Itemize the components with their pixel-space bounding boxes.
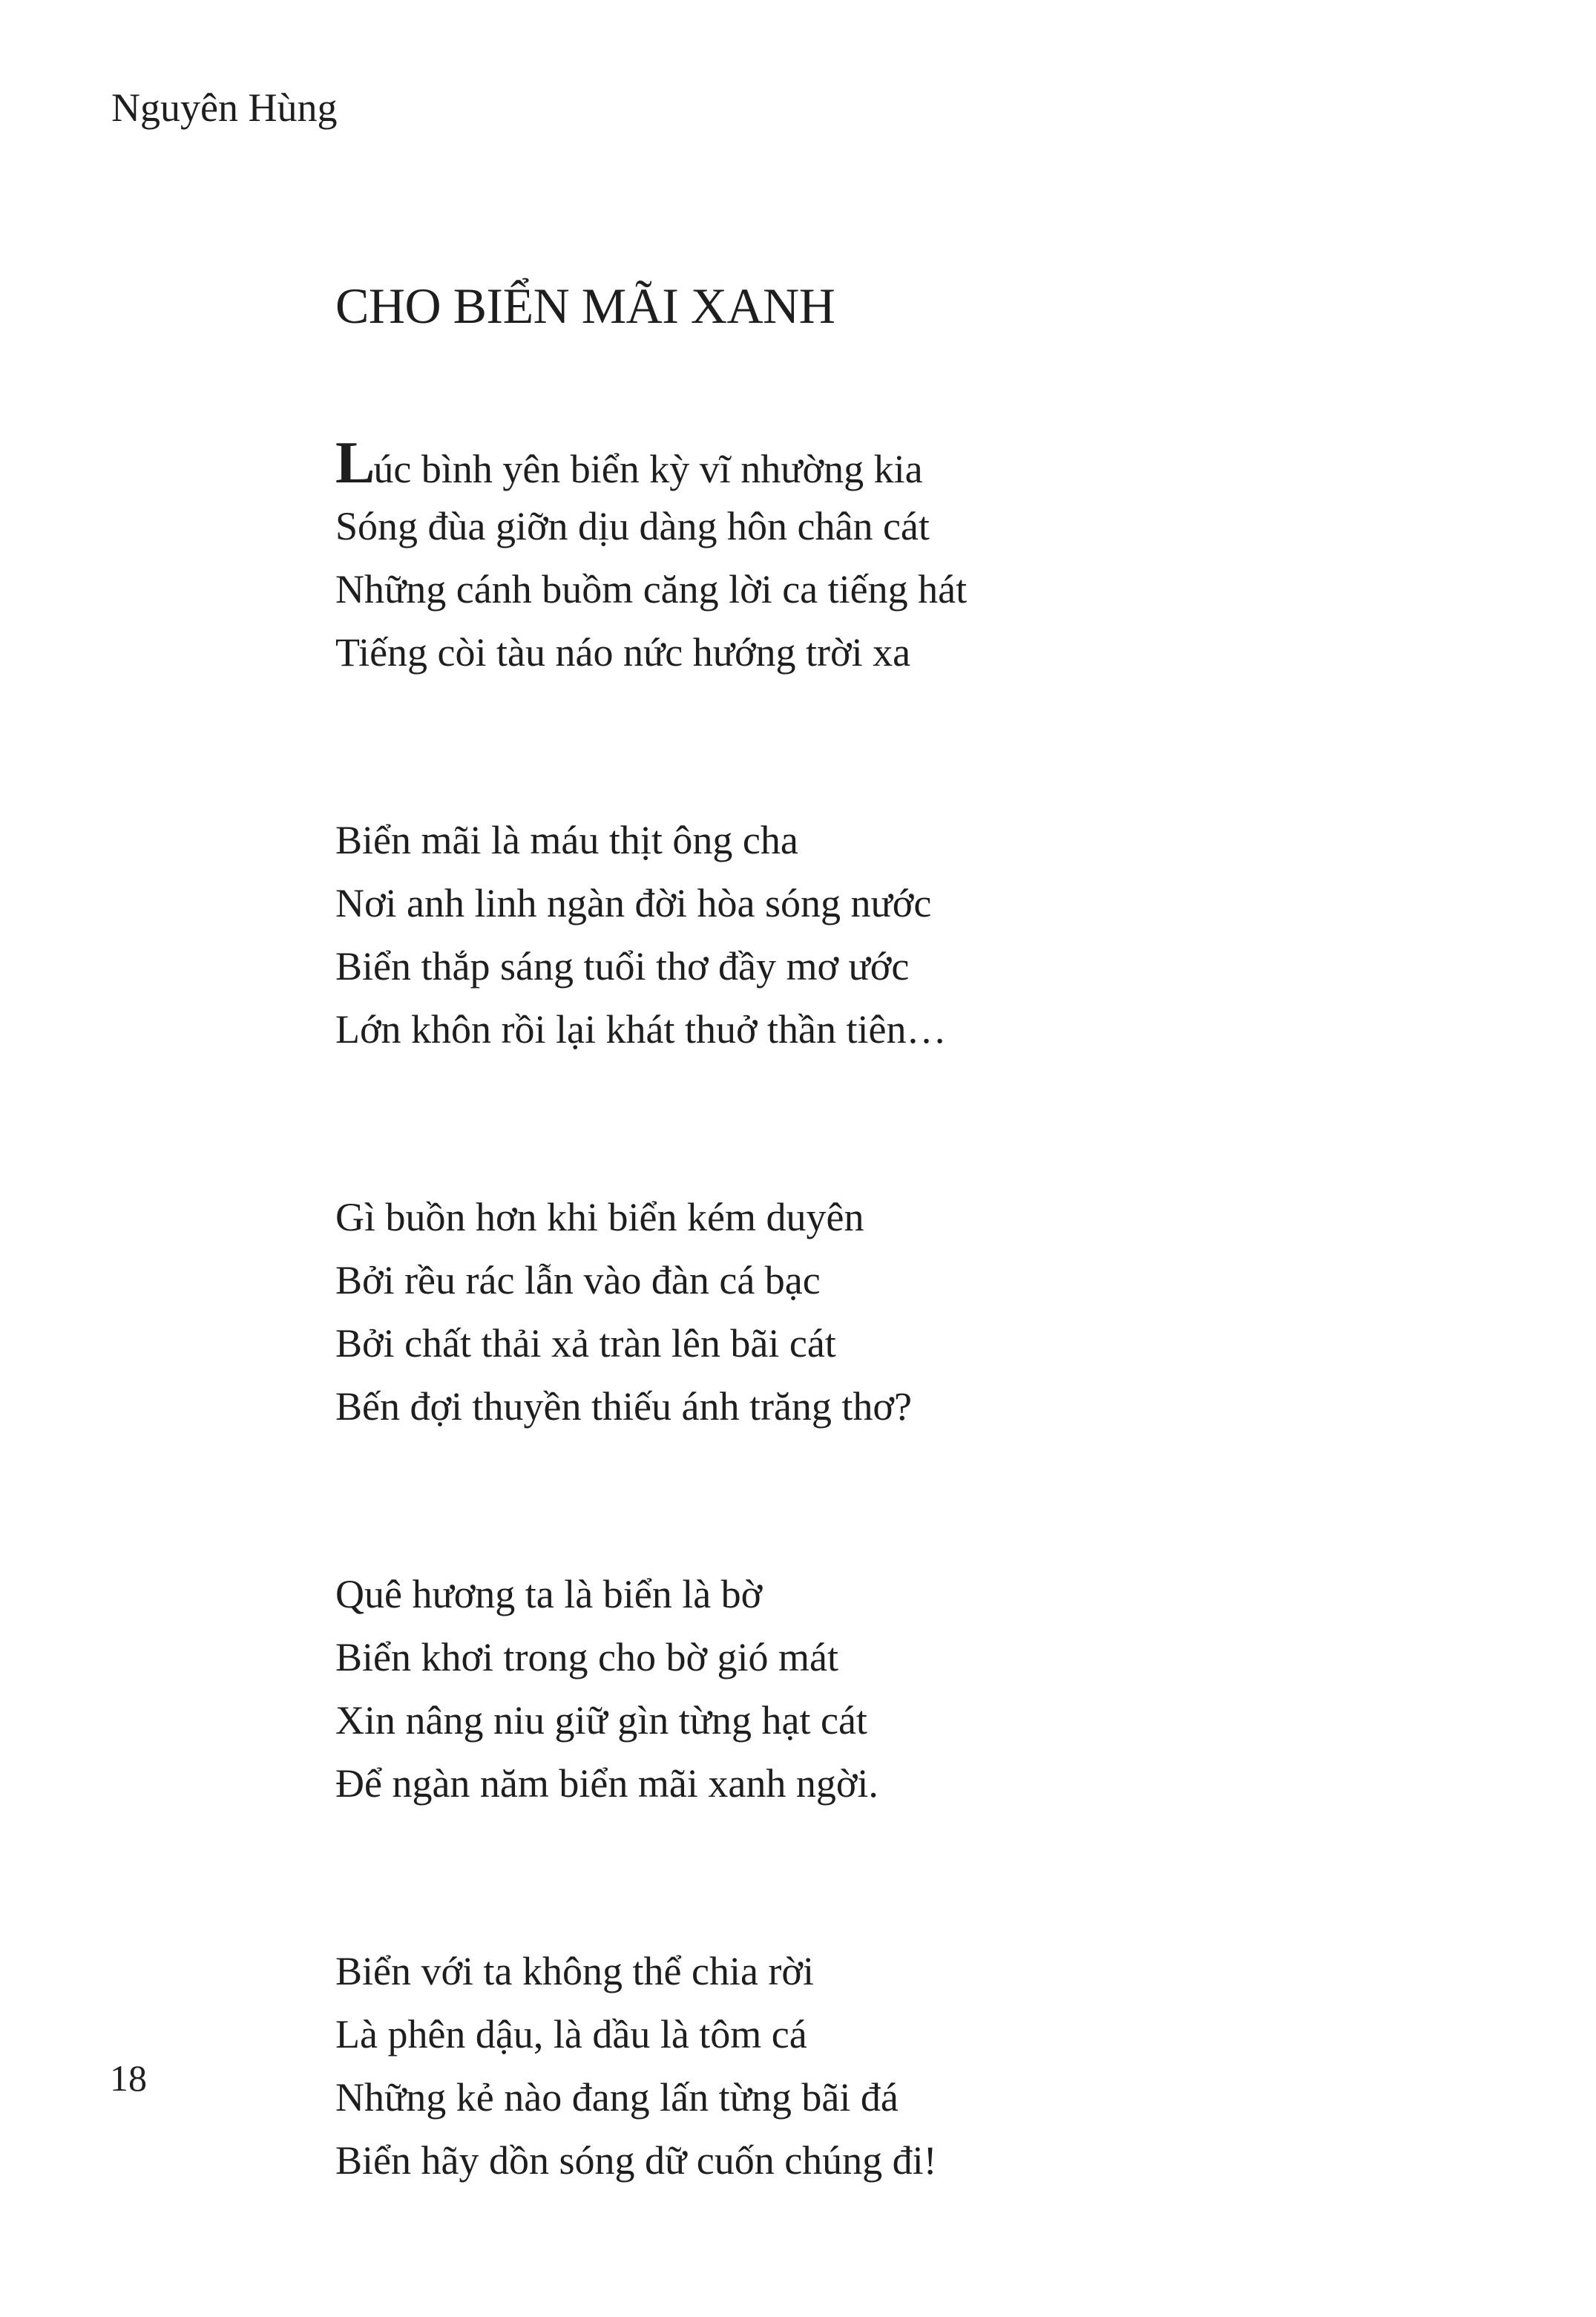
stanza-2 [335, 809, 967, 1061]
poem-line: Để ngàn năm biển mãi xanh ngời. [335, 1761, 879, 1806]
stanza-5 [335, 1940, 967, 2192]
poem-line: Gì buồn hơn khi biển kém duyên [335, 1195, 864, 1239]
poem-line-first-rest: úc bình yên biển kỳ vĩ nhường kia [373, 447, 923, 491]
stanza-1 [335, 432, 967, 684]
poem-line: Tiếng còi tàu náo nức hướng trời xa [335, 630, 911, 675]
poem-line: Biển hãy dồn sóng dữ cuốn chúng đi! [335, 2138, 937, 2183]
poem-line: Bến đợi thuyền thiếu ánh trăng thơ? [335, 1384, 912, 1429]
stanza-4 [335, 1563, 967, 1815]
poem-line: Biển mãi là máu thịt ông cha [335, 818, 798, 862]
poem-line: Quê hương ta là biển là bờ [335, 1572, 763, 1616]
poem-body [335, 432, 967, 2317]
poem-line: Là phên dậu, là dầu là tôm cá [335, 2012, 807, 2057]
poem-title: CHO BIỂN MÃI XANH [335, 278, 835, 334]
poem-line: Biển thắp sáng tuổi thơ đầy mơ ước [335, 944, 910, 989]
poem-line: Biển khơi trong cho bờ gió mát [335, 1635, 839, 1679]
poem-line: Sóng đùa giỡn dịu dàng hôn chân cát [335, 504, 930, 548]
poem-line: Xin nâng niu giữ gìn từng hạt cát [335, 1698, 867, 1743]
poem-line: Bởi chất thải xả tràn lên bãi cát [335, 1321, 836, 1366]
poem-line-first [335, 432, 967, 495]
poem-line: Lớn khôn rồi lại khát thuở thần tiên… [335, 1007, 947, 1052]
drop-cap: L [335, 430, 374, 496]
poem-line: Những kẻ nào đang lấn từng bãi đá [335, 2075, 899, 2120]
poem-line: Bởi rều rác lẫn vào đàn cá bạc [335, 1258, 821, 1302]
poem-line: Biển với ta không thể chia rời [335, 1949, 814, 1993]
running-head-author: Nguyên Hùng [111, 85, 338, 130]
poem-line: Những cánh buồm căng lời ca tiếng hát [335, 567, 968, 612]
poem-line: Nơi anh linh ngàn đời hòa sóng nước [335, 881, 932, 925]
page-number: 18 [110, 2057, 147, 2099]
stanza-3 [335, 1186, 967, 1438]
